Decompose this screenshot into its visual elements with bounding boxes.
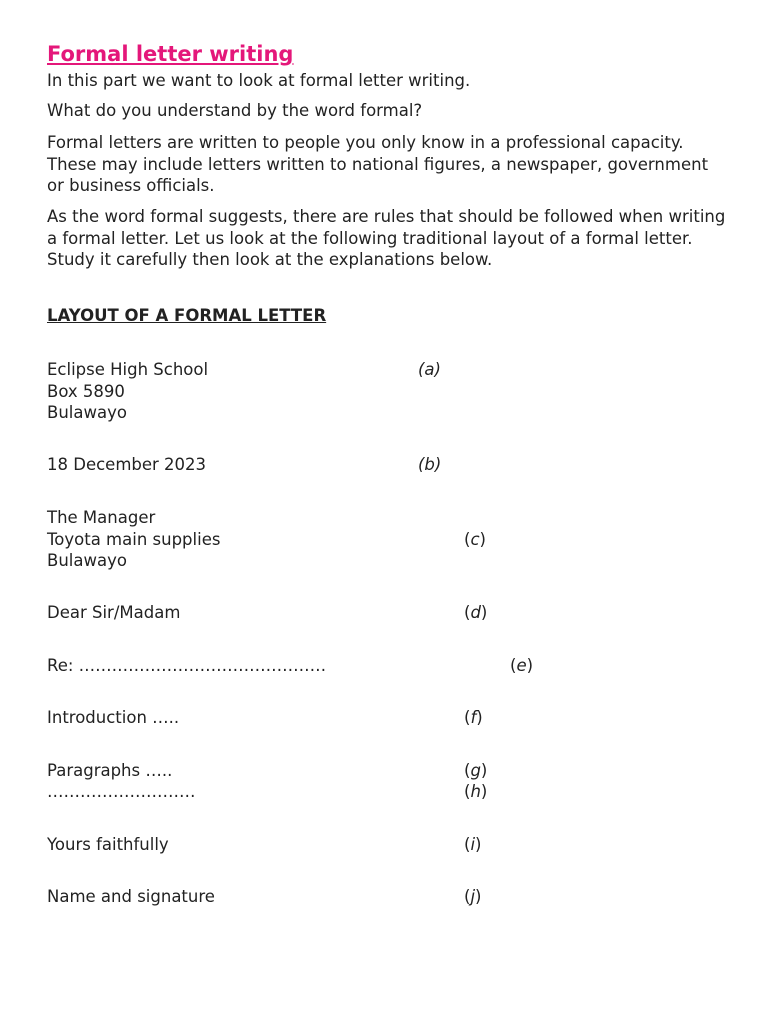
marker-j: (j) <box>464 887 482 906</box>
intro-paragraph: In this part we want to look at formal letter writing. <box>47 71 471 90</box>
letter-date: 18 December 2023 <box>47 455 207 474</box>
marker-g: (g) <box>464 761 488 780</box>
marker-b: (b) <box>418 455 442 474</box>
subject-line: Re: ……………………………………… <box>47 656 327 675</box>
marker-d: (d) <box>464 603 488 622</box>
recipient-address-line: The Manager <box>47 508 156 527</box>
marker-e: (e) <box>510 656 534 675</box>
marker-h: (h) <box>464 782 488 801</box>
recipient-address-line: Toyota main supplies <box>47 530 221 549</box>
paragraphs-continuation: ……………………… <box>47 782 196 801</box>
marker-c: (c) <box>464 530 486 549</box>
salutation: Dear Sir/Madam <box>47 603 181 622</box>
sender-address-line: Eclipse High School <box>47 360 209 379</box>
definition-paragraph: Formal letters are written to people you only know in a professional capacity. These may include letters written to national figures, a newspaper, government or business officials. <box>47 133 709 195</box>
recipient-address-line: Bulawayo <box>47 551 127 570</box>
sender-address-line: Bulawayo <box>47 403 127 422</box>
rules-paragraph: As the word formal suggests, there are rules that should be followed when writing a formal letter. Let us look at the following traditional layout of a formal letter. Study it carefully then look at the explanations below. <box>47 207 726 269</box>
marker-i: (i) <box>464 835 482 854</box>
paragraphs-line: Paragraphs ….. <box>47 761 173 780</box>
introduction-line: Introduction ….. <box>47 708 180 727</box>
name-signature-line: Name and signature <box>47 887 215 906</box>
question-paragraph: What do you understand by the word formal? <box>47 101 423 120</box>
closing-line: Yours faithfully <box>47 835 169 854</box>
marker-a: (a) <box>418 360 441 379</box>
sender-address-line: Box 5890 <box>47 382 125 401</box>
layout-heading: LAYOUT OF A FORMAL LETTER <box>47 306 327 325</box>
page-title: Formal letter writing <box>47 42 294 66</box>
marker-f: (f) <box>464 708 483 727</box>
